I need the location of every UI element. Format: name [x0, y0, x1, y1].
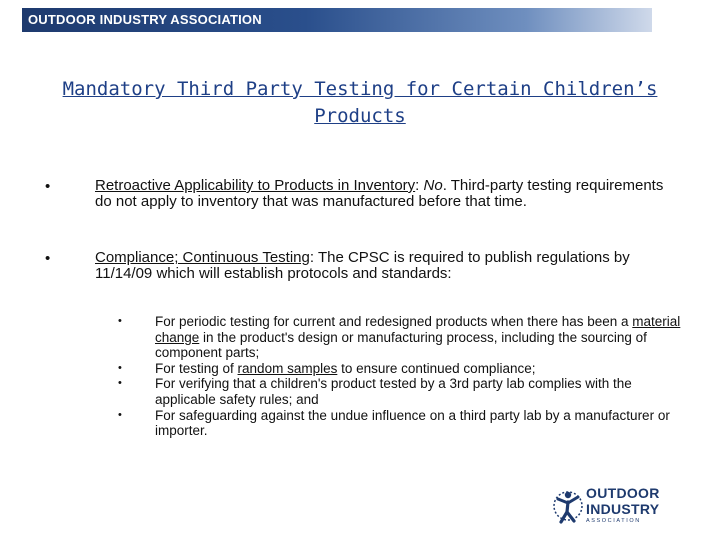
bullet-body: . Third-party testing requirements do not apply to inventory that was manufactured before that time. [95, 177, 664, 210]
bullet-heading: Retroactive Applicability to Products in Inventory [95, 177, 416, 194]
bullet-emphasis: No [423, 177, 443, 194]
sub-bullet-list [118, 314, 688, 439]
bullet-separator: : [415, 177, 424, 194]
logo-word-association: ASSOCIATION [586, 518, 641, 524]
sub-bullet-item [118, 376, 688, 407]
sub-bullet-text: For periodic testing for current and redesigned products when there has been a [155, 314, 633, 329]
sub-bullet-item [118, 361, 688, 377]
oia-figure-logo-icon [552, 484, 584, 528]
logo-word-industry: INDUSTRY [586, 501, 660, 517]
sub-bullet-item [118, 314, 688, 361]
sub-bullet-marker: • [118, 361, 122, 374]
bullet-marker: • [45, 250, 51, 267]
sub-bullet-marker: • [118, 315, 122, 327]
sub-bullet-underlined: material change [155, 314, 681, 345]
bullet-marker: • [45, 178, 51, 195]
sub-bullet-text: For safeguarding against the undue influence on a third party lab by a manufacturer or importer. [155, 407, 670, 439]
sub-bullet-marker: • [118, 408, 122, 421]
bullet-body: The CPSC is required to publish regulations by 11/14/09 which will establish protocols and standards: [95, 249, 630, 282]
sub-bullet-text: For verifying that a children's product tested by a 3rd party lab complies with the applicable safety rules; and [155, 376, 632, 407]
bullet-heading: Compliance; Continuous Testing [95, 249, 310, 266]
bullet-separator: : [309, 249, 318, 266]
oia-logo [552, 484, 692, 528]
sub-bullet-marker: • [118, 377, 122, 390]
sub-bullet-text: to ensure continued compliance; [337, 360, 536, 376]
sub-bullet-text: For testing of [155, 360, 238, 376]
bullet-compliance [95, 250, 665, 282]
sub-bullet-text: in the product's design or manufacturing process, including the sourcing of component parts; [155, 329, 647, 361]
sub-bullet-underlined: random samples [237, 360, 338, 376]
org-name: OUTDOOR INDUSTRY ASSOCIATION [28, 12, 262, 27]
logo-word-outdoor: OUTDOOR [586, 485, 660, 501]
header-bar [22, 8, 652, 32]
sub-bullet-item [118, 408, 688, 439]
slide-title: Mandatory Third Party Testing for Certain Children’s Products [62, 78, 658, 127]
bullet-retroactive [95, 178, 665, 210]
